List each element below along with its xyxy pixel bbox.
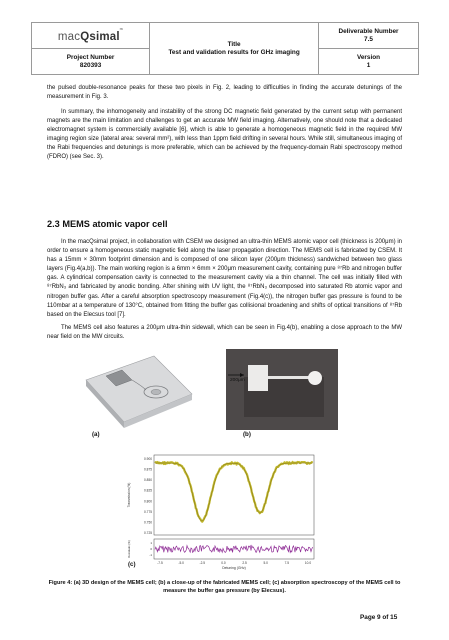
logo-cell (32, 23, 150, 49)
scale-label: 200μm (230, 378, 245, 383)
version-label: Version (356, 53, 381, 61)
version-cell (319, 49, 419, 75)
mems-cell-photo-drawing (226, 349, 338, 430)
mems-3d-design-image (84, 352, 194, 430)
x-tick-label: 0.0 (221, 561, 226, 565)
figure-label-c: (c) (128, 561, 136, 568)
y-tick-label: 0.725 (144, 531, 152, 535)
y-tick-label: 0.775 (144, 509, 152, 514)
x-tick-label: 5.0 (263, 561, 268, 565)
figure-caption: Figure 4: (a) 3D design of the MEMS cell; (b) a close-up of the fabricated MEMS cell; (c) absorption spectroscopy of the MEMS cell to measure the buffer gas pressure (by Elecsus). (48, 580, 401, 595)
x-axis-label: Detuning (GHz) (222, 566, 246, 570)
project-number-cell (32, 49, 150, 75)
y-tick-label: 0.900 (144, 457, 152, 461)
residual-tick-label: 0 (150, 547, 152, 551)
residual-tick-label: 1 (150, 541, 152, 545)
figure-label-a: (a) (92, 431, 100, 438)
version-value: 1 (366, 61, 371, 69)
y-tick-label: 0.850 (144, 478, 152, 483)
section-heading: 2.3 MEMS atomic vapor cell (47, 219, 168, 229)
title-value: Test and validation results for GHz imaging (168, 48, 300, 56)
project-number-label: Project Number (66, 53, 115, 61)
x-tick-label: -5.0 (178, 561, 184, 565)
y-tick-label: 0.875 (144, 467, 152, 472)
mems-cell-photo (226, 349, 338, 430)
residual-tick-label: -1 (149, 553, 152, 557)
y-tick-label: 0.800 (144, 499, 152, 504)
project-number-value: 820393 (79, 61, 102, 69)
header-table (31, 22, 419, 75)
x-tick-label: 7.5 (284, 561, 290, 565)
title-label: Title (227, 40, 241, 48)
figure-label-b: (b) (243, 431, 251, 438)
residual-axis-label: Residuals (%) (127, 540, 131, 558)
x-tick-label: -7.5 (157, 561, 163, 565)
y-tick-label: 0.750 (144, 520, 152, 525)
x-tick-label: 10.0 (304, 561, 312, 565)
x-tick-label: -2.5 (199, 561, 206, 565)
y-axis-label: Transmission (%) (127, 482, 131, 508)
paragraph-mems: In the macQsimal project, in collaboration with CSEM we designed an ultra-thin MEMS atomic vapor cell (thickness is 200μm) in order to ensure a homogeneous static magnetic field along the laser propagation direction. The MEMS cell is fabricated by CSEM. It has a 15mm × 30mm footprint dimension and is composed of one silicon layer (200μm thickness) sandwiched between two glass layers (Fig.4(a,b)). The main working region is a 6mm × 6mm × 200μm measurement cavity, containing pure ⁸⁷Rb and nitrogen buffer gas. A cylindrical compensation cavity is connected to the measurement cavity via a thin channel. The cell was initially filled with ⁸⁷RbN₃ and fabricated by anodic bonding. After shining with UV light, the ⁸⁷RbN₃ decomposed into saturated Rb atomic vapor and nitrogen buffer gas. After a careful absorption spectroscopy measurement (Fig.4(c)), the nitrogen buffer gas pressure is found to be 110mbar at a temperature of 130°C, obtained from fitting the buffer gas collisional broadening and shifts of optical transitions of ⁸⁷Rb based on the Elecsus tool [7]. (47, 239, 402, 318)
absorption-spectrum-chart (124, 451, 320, 571)
paragraph-continued: the pulsed double-resonance peaks for these two pixels in Fig. 2, leading to difficulties in finding the accurate detunings of the measurement in Fig. 3. (47, 85, 402, 101)
paragraph-summary: In summary, the inhomogeneity and instability of the strong DC magnetic field generated by the current setup with permanent magnets are the main limitation and challenges to get an accurate MW field imaging. Alternatively, one should note that a dedicated electromagnet system is commercially available [6], which is able to generate a homogeneous magnetic field in the required MW imaging region size (lateral area: several mm²), with less than 1ppm field drifting in several hours. While still, simultaneous imaging of the Rabi frequencies and detunings is more preferable, which can be achieved by the frequency-domain Rabi spectroscopy method (FDRO) (see Sec. 3). (47, 109, 402, 161)
paragraph-sidewall: The MEMS cell also features a 200μm ultra-thin sidewall, which can be seen in Fig.4(b), enabling a close approach to the MW near field on the MW circuits. (47, 325, 402, 341)
deliverable-cell (319, 23, 419, 49)
x-tick-label: 2.5 (242, 561, 247, 565)
deliverable-value: 7.5 (364, 35, 373, 43)
y-tick-label: 0.825 (144, 488, 152, 493)
macqsimal-logo: macQsimal≈ (57, 26, 124, 43)
page-number: Page 9 of 15 (360, 614, 398, 621)
deliverable-label: Deliverable Number (338, 27, 399, 35)
title-cell (150, 23, 319, 75)
